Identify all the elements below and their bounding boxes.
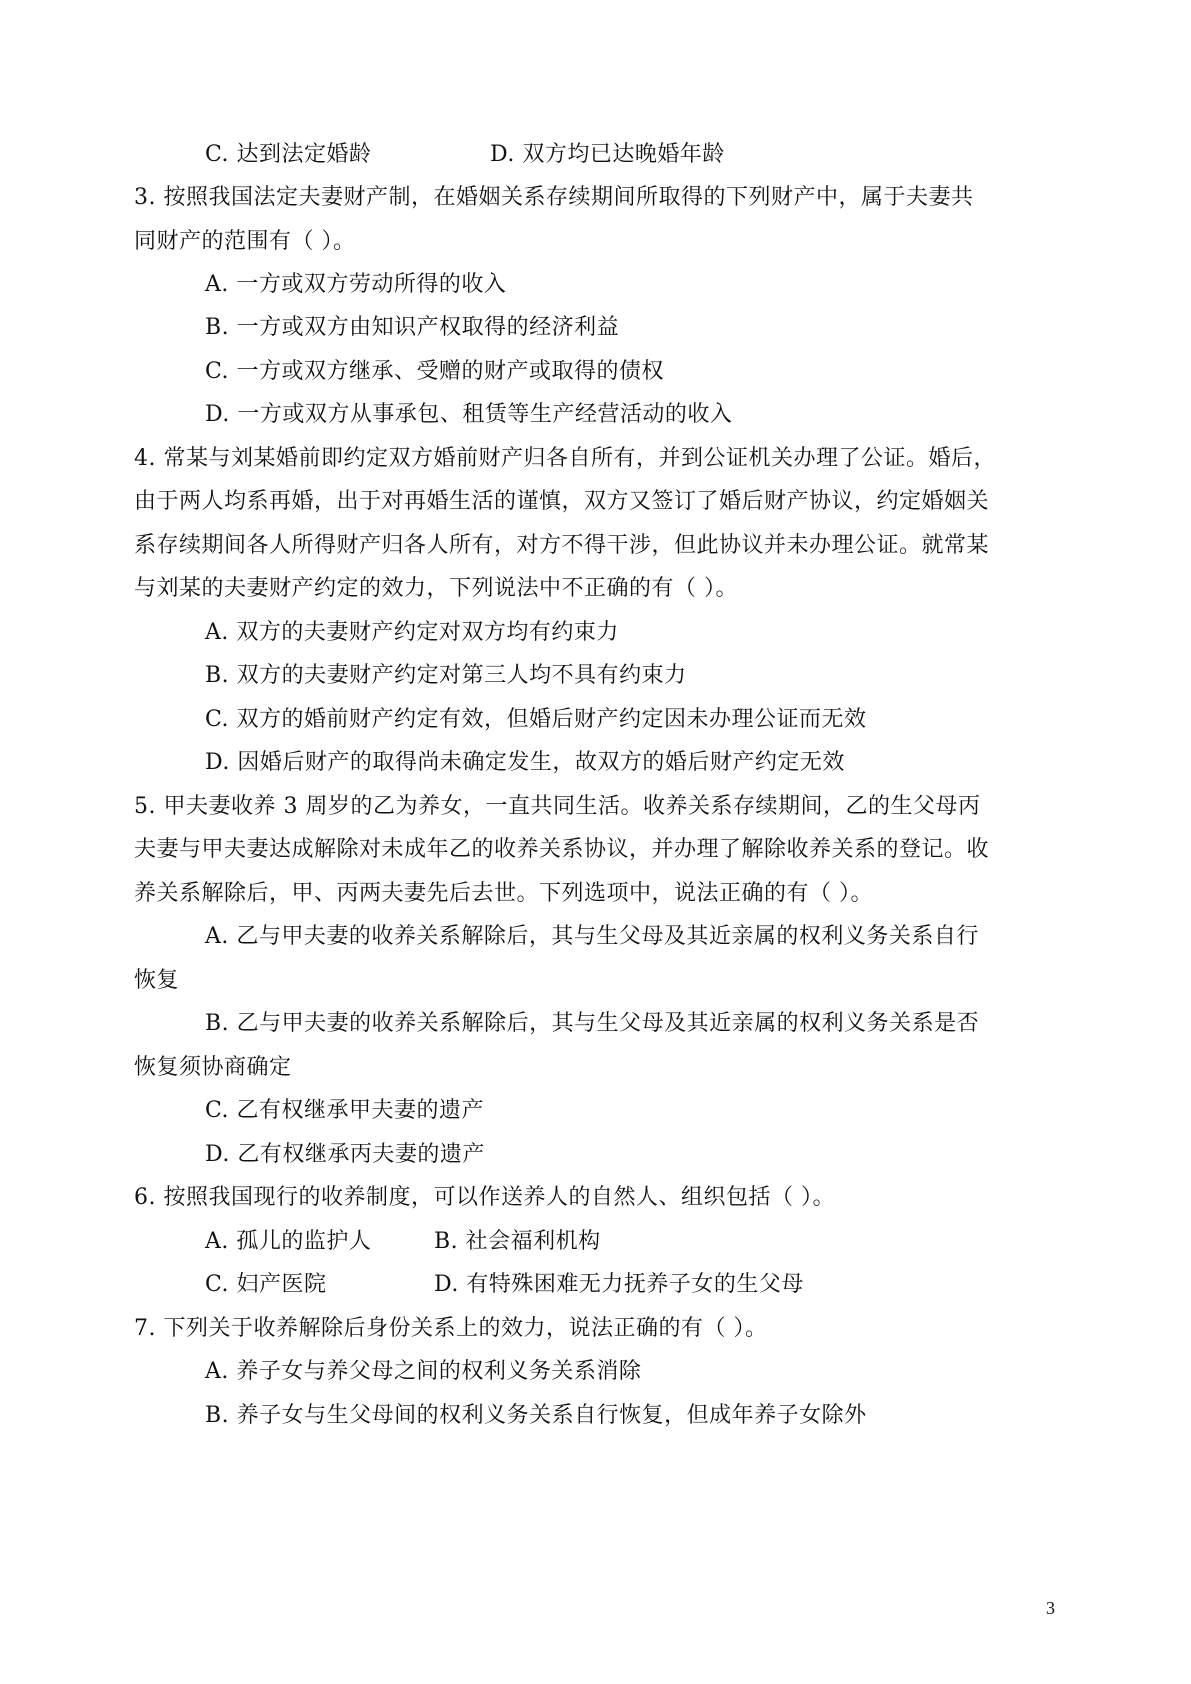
q4-option-d: D. 因婚后财产的取得尚未确定发生，故双方的婚后财产约定无效 (205, 750, 845, 775)
q3-option-d: D. 一方或双方从事承包、租赁等生产经营活动的收入 (205, 402, 733, 427)
q3-stem-line2: 同财产的范围有（ ）。 (134, 229, 356, 254)
page-number: 3 (1046, 1598, 1055, 1618)
q3-stem-line1: 3. 按照我国法定夫妻财产制，在婚姻关系存续期间所取得的下列财产中，属于夫妻共 (134, 185, 974, 210)
q3-option-a: A. 一方或双方劳动所得的收入 (205, 272, 507, 297)
q4-stem-line4: 与刘某的夫妻财产约定的效力，下列说法中不正确的有（ ）。 (134, 576, 738, 601)
q4-stem-line2: 由于两人均系再婚，出于对再婚生活的谨慎，双方又签订了婚后财产协议，约定婚姻关 (134, 489, 990, 514)
q5-option-d: D. 乙有权继承丙夫妻的遗产 (205, 1142, 485, 1167)
q4-option-c: C. 双方的婚前财产约定有效，但婚后财产约定因未办理公证而无效 (205, 707, 867, 732)
q6-option-c: C. 妇产医院 (205, 1272, 327, 1297)
q2-option-d: D. 双方均已达晚婚年龄 (490, 142, 725, 167)
q6-option-d: D. 有特殊困难无力抚养子女的生父母 (434, 1272, 804, 1297)
q5-option-c: C. 乙有权继承甲夫妻的遗产 (205, 1098, 485, 1123)
q4-stem-line1: 4. 常某与刘某婚前即约定双方婚前财产归各自所有，并到公证机关办理了公证。婚后， (134, 446, 996, 471)
q4-option-b: B. 双方的夫妻财产约定对第三人均不具有约束力 (205, 663, 687, 688)
q6-option-b: B. 社会福利机构 (434, 1229, 601, 1254)
q3-option-c: C. 一方或双方继承、受赠的财产或取得的债权 (205, 359, 665, 384)
q3-option-b: B. 一方或双方由知识产权取得的经济利益 (205, 315, 620, 340)
q5-stem-line3: 养关系解除后，甲、丙两夫妻先后去世。下列选项中，说法正确的有（ ）。 (134, 881, 873, 906)
q5-stem-line2: 夫妻与甲夫妻达成解除对未成年乙的收养关系协议，并办理了解除收养关系的登记。收 (134, 837, 990, 862)
q5-option-b-line1: B. 乙与甲夫妻的收养关系解除后，其与生父母及其近亲属的权利义务关系是否 (205, 1011, 980, 1036)
q7-option-b: B. 养子女与生父母间的权利义务关系自行恢复，但成年养子女除外 (205, 1403, 867, 1428)
q5-option-a-line2: 恢复 (134, 968, 180, 993)
q5-option-a-line1: A. 乙与甲夫妻的收养关系解除后，其与生父母及其近亲属的权利义务关系自行 (205, 924, 979, 949)
q5-option-b-line2: 恢复须协商确定 (134, 1055, 292, 1080)
q4-option-a: A. 双方的夫妻财产约定对双方均有约束力 (205, 620, 619, 645)
q4-stem-line3: 系存续期间各人所得财产归各人所有，对方不得干涉，但此协议并未办理公证。就常某 (134, 533, 990, 558)
q6-option-a: A. 孤儿的监护人 (205, 1229, 372, 1254)
q6-stem-line1: 6. 按照我国现行的收养制度，可以作送养人的自然人、组织包括（ ）。 (134, 1185, 835, 1210)
q5-stem-line1: 5. 甲夫妻收养 3 周岁的乙为养女，一直共同生活。收养关系存续期间，乙的生父母丙 (134, 794, 981, 819)
q7-stem-line1: 7. 下列关于收养解除后身份关系上的效力，说法正确的有（ ）。 (134, 1316, 768, 1341)
q2-option-c: C. 达到法定婚龄 (205, 142, 372, 167)
q7-option-a: A. 养子女与养父母之间的权利义务关系消除 (205, 1359, 642, 1384)
